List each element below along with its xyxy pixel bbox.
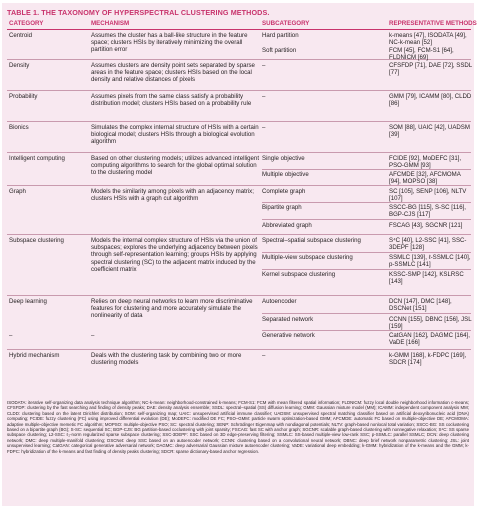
row-methods: CatGAN [162], DAGMC [164], VaDE [166] [389, 332, 470, 347]
table-footnote: ISODATA: iterative self-organizing data analysis technique algorithm; NC-k-mean: neighborhood-constrained k-means; FCM-S1: FCM with mean filtered spatial information; FLDNICM: fuzzy local double neighborhood information c-means; CFSFDP: clustering by the fast searching and finding of density peaks; DAE: density analysis ensemble; SSDL: spectral–spatial (SS) diffusion learning; GMM: Gaussian mixture model (MM); ICAMM: independent component analysis MM; CLDD: clustering based on the latent Dirichlet distribution; SOM: self-organizing map; UAIC: unsupervised artificial immune classifier; UADSM: unsupervised spectral matching classifier based on artificial deoxyribonucleic acid (DNA) computing; FCIDE: fuzzy clustering (FC) using improved differential evolution (DE); MoDEFC: modified DE FC; PSO–GMM: particle swarm optimization-based GMM; AFCMDE: automatic FC based on multiple-objective DE; AFCMOMA: adaptive multiple-objective memetic FC algorithm; MOPSO: multiple-objective PSO; SC: spectral clustering; SENP: Schrödinger Eigenmap with nondiagonal potentials; NLTV: graph-based nonlocal total variation; SSCC-BG: SS coclustering based on a bipartite graph (BG); S-SC: sequential SC; BGP-CJS: BG partition-based coclustering with joint sparsity; FSCAG: fast SC with anchor graph; SGCNR: scalable graph-based clustering with nonnegative relaxation; S⁴C: SS sparse subspace clustering; L2-SSC: ℓ₂-norm regularized sparse subspace clustering; SSC-3DEPF: SSC based on 3D edge-preserving filtering; SSMLC: SS-based multiple-view low-rank SSC; p-SSMLC: parallel SSMLC; DCN: deep clustering network; DMC: deep multiple-manifold clustering; DSCNet: deep SSC based on an autoencoder network; CCNN: clustering based on a convolutional neural network; DBNC: deep brief network nonparametric clustering; JSL: joint unsupervised learning; CatGAN: categorical generative adversarial network; DAGMC: deep adversarial Gaussian mixture autoencoder clustering; VaDE: variational deep embedding; k-GMM: hybridization of the k-means and the GMM; k-FDPC: hybridization of the k-means and fast finding of density peaks clustering; SDCR: sparse dictionary-based anchor regression. [7, 400, 469, 454]
row-subcategory: Multiple objective [262, 171, 309, 178]
row-divider [262, 313, 471, 314]
row-methods: SC [105], SENP [106], NLTV [107] [389, 188, 467, 203]
row-subcategory: – [262, 352, 266, 359]
row-methods: S⁴C [40], L2-SSC [41], SSC-3DEPF [128] [389, 237, 467, 252]
table-row [7, 235, 471, 296]
row-subcategory: Single objective [262, 155, 305, 162]
header-category: CATEGORY [9, 20, 44, 27]
taxonomy-table [7, 19, 477, 370]
table-row [7, 330, 471, 350]
row-methods: FCIDE [92], MoDEFC [31], PSO-GMM [93] [389, 155, 462, 170]
row-methods: CCNN [155], DBNC [156], JSL [159] [389, 316, 472, 331]
row-divider [262, 330, 471, 331]
row-subcategory: Complete graph [262, 188, 306, 195]
row-methods: k-means [47], ISODATA [49], NC-k-mean [52] [389, 32, 467, 47]
row-subcategory: – [262, 62, 266, 69]
row-category: Hybrid mechanism [9, 352, 60, 359]
header-mechanism: MECHANISM [91, 20, 130, 27]
row-category: Density [9, 62, 30, 69]
row-divider [262, 252, 471, 253]
row-subcategory: Abbreviated graph [262, 222, 312, 229]
row-methods: SSMLC [139], ℓ-SSMLC [140], p-SSMLC [141] [389, 254, 471, 269]
row-methods: CFSFDP [71], DAE [72], SSDL [77] [389, 62, 472, 77]
row-methods: SSCC-BG [115], S-SC [116], BGP-CJS [117] [389, 204, 466, 219]
row-category: – [9, 332, 13, 339]
row-methods: AFCMDE [32], AFCMOMA [94], MOPSO [38] [389, 171, 461, 186]
row-subcategory: Separated network [262, 316, 314, 323]
row-subcategory: Bipartite graph [262, 204, 302, 211]
row-subcategory: Kernel subspace clustering [262, 271, 336, 278]
row-mechanism: Simulates the complex internal structure of HSIs with a certain biological model; clusters HSIs through a biological evolution algorithm [91, 124, 259, 146]
row-mechanism: Assumes the cluster has a ball-like structure in the feature space; clusters HSIs by iteratively minimizing the overall partition error [91, 32, 248, 54]
row-mechanism: Deals with the clustering task by combining two or more clustering models [91, 352, 242, 367]
row-subcategory: Spectral–spatial subspace clustering [262, 237, 361, 244]
row-mechanism: Based on other clustering models; utilizes advanced intelligent computing algorithms to search for the global optimal solution to the clustering model [91, 155, 260, 177]
row-category: Bionics [9, 124, 29, 131]
row-category: Intelligent computing [9, 155, 65, 162]
table-header [7, 19, 477, 30]
row-methods: FCM [45], FCM-S1 [64], FLDNICM [69] [389, 47, 454, 62]
row-divider [262, 219, 471, 220]
row-divider [262, 202, 471, 203]
row-mechanism: Models the internal complex structure of HSIs via the union of subspaces; explores the underlying adjacency between pixels through self-representation learning; groups HSIs by applying spectral clustering (SC) to the adjacent matrix induced by the coefficient matrix [91, 237, 258, 273]
row-category: Subspace clustering [9, 237, 64, 244]
row-subcategory: – [262, 124, 266, 131]
table-row [7, 153, 471, 186]
row-methods: KSSC-SMP [142], KSLRSC [143] [389, 271, 464, 286]
header-subcategory: SUBCATEGORY [262, 20, 310, 27]
row-subcategory: Generative network [262, 332, 315, 339]
header-methods: REPRESENTATIVE METHODS [389, 20, 477, 27]
table-row [7, 350, 471, 370]
table-row [7, 122, 471, 153]
row-mechanism: Models the similarity among pixels with an adjacency matrix; clusters HSIs with a graph cut algorithm [91, 188, 254, 203]
row-subcategory: Multiple-view subspace clustering [262, 254, 353, 261]
row-subcategory: Autoencoder [262, 298, 297, 305]
row-methods: k-GMM [168], k-FDPC [169], SDCR [174] [389, 352, 467, 367]
table-row [7, 91, 471, 122]
row-subcategory: – [262, 93, 266, 100]
row-category: Centroid [9, 32, 33, 39]
row-methods: GMM [79], ICAMM [80], CLDD [86] [389, 93, 472, 108]
table-row [7, 30, 471, 60]
table-panel [2, 3, 477, 506]
row-category: Graph [9, 188, 26, 195]
row-category: Deep learning [9, 298, 47, 305]
row-divider [262, 269, 471, 270]
row-methods: FSCAG [43], SGCNR [121] [389, 222, 463, 229]
row-category: Probability [9, 93, 38, 100]
table-title: TABLE 1. THE TAXONOMY OF HYPERSPECTRAL CLUSTERING METHODS. [7, 8, 270, 17]
table-row [7, 296, 471, 330]
table-row [7, 186, 471, 235]
row-mechanism: Assumes pixels from the same class satisfy a probability distribution model; clusters HSIs based on a probability rule [91, 93, 252, 108]
row-divider [262, 169, 471, 170]
row-subcategory: Hard partition [262, 32, 299, 39]
row-methods: DCN [147], DMC [148], DSCNet [151] [389, 298, 452, 313]
row-mechanism: Relies on deep neural networks to learn more discriminative features for clustering and more accurately simulate the nonlinearity of data [91, 298, 253, 320]
row-methods: SOM [88], UAIC [42], UADSM [39] [389, 124, 470, 139]
row-subcategory: Soft partition [262, 47, 297, 54]
table-row [7, 60, 471, 91]
row-mechanism: – [91, 332, 95, 339]
row-mechanism: Assumes clusters are density point sets separated by sparse areas in the feature space; clusters HSIs based on the local density and relative distances of pixels [91, 62, 255, 84]
